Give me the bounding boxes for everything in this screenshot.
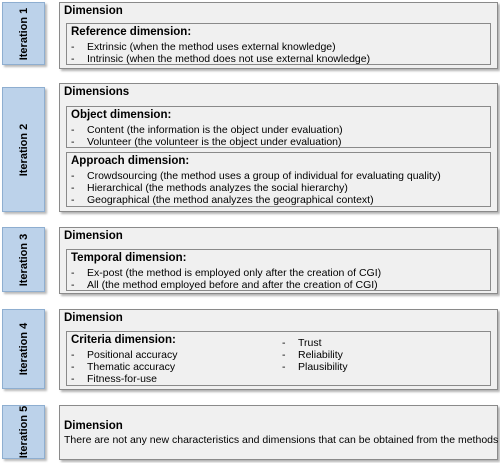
bullet: - <box>71 373 75 385</box>
iteration-4-panel <box>59 309 498 390</box>
iteration-5-label-text: Iteration 5 <box>17 405 30 459</box>
iteration-3-title: Dimension <box>64 230 123 242</box>
iteration-3-label-text: Iteration 3 <box>17 233 30 286</box>
iteration-1-panel <box>59 2 498 69</box>
iteration-5-label <box>2 405 45 459</box>
criteria-dimension-box: Criteria dimension: - Positional accuracy - Thematic accuracy - Fitness-for-use - Trust - Reliability - Plausibility <box>66 331 491 386</box>
bullet: - <box>71 361 75 373</box>
iteration-3-label <box>2 227 45 292</box>
bullet: - <box>71 41 75 53</box>
temporal-dimension-title: Temporal dimension: <box>71 252 187 264</box>
iteration-5-panel <box>59 405 498 460</box>
iteration-1-title: Dimension <box>64 5 123 17</box>
iteration-4-title: Dimension <box>64 312 123 324</box>
bullet: - <box>282 337 286 349</box>
object-dimension-title: Object dimension: <box>71 109 172 121</box>
bullet: - <box>71 349 75 361</box>
reference-dimension-title: Reference dimension: <box>71 26 192 38</box>
approach-dimension-title: Approach dimension: <box>71 155 190 167</box>
iteration-5-title: Dimension <box>64 420 123 432</box>
iteration-2-label <box>2 87 45 212</box>
bullet: - <box>71 53 75 65</box>
iteration-1-label <box>2 2 45 65</box>
bullet: - <box>71 279 75 291</box>
bullet: - <box>282 349 286 361</box>
bullet: - <box>71 170 75 182</box>
approach-dimension-box: Approach dimension: - Crowdsourcing (the method uses a group of individual for evaluating quality) - Hierarchical (the methods analyzes the social hierarchy) - Geographical (the method analyzes the geographical context) <box>66 152 491 207</box>
iteration-5-text: There are not any new characteristics and dimensions that can be obtained from the methods <box>64 434 499 446</box>
iteration-4-label-text: Iteration 4 <box>17 322 30 376</box>
criteria-dimension-title: Criteria dimension: <box>71 334 176 346</box>
bullet: - <box>71 124 75 136</box>
bullet: - <box>71 194 75 206</box>
reference-dimension-box: Reference dimension: - Extrinsic (when the method uses external knowledge) - Intrinsic (when the method does not use external knowledge) <box>66 23 491 65</box>
bullet: - <box>71 267 75 279</box>
object-dimension-box: Object dimension: - Content (the information is the object under evaluation) - Volunteer (the volunteer is the object under evaluation) <box>66 106 491 148</box>
iteration-2-label-text: Iteration 2 <box>17 123 30 176</box>
iteration-4-label <box>2 309 45 389</box>
bullet: - <box>71 182 75 194</box>
temporal-dimension-box: Temporal dimension: - Ex-post (the method is employed only after the creation of CGI) - All (the method employed before and after the creation of CGI) <box>66 249 491 291</box>
iteration-2-panel <box>59 83 498 212</box>
bullet: - <box>71 136 75 148</box>
bullet: - <box>282 361 286 373</box>
iteration-1-label-text: Iteration 1 <box>17 7 30 60</box>
iteration-3-panel <box>59 227 498 294</box>
iteration-2-title: Dimensions <box>64 86 130 98</box>
